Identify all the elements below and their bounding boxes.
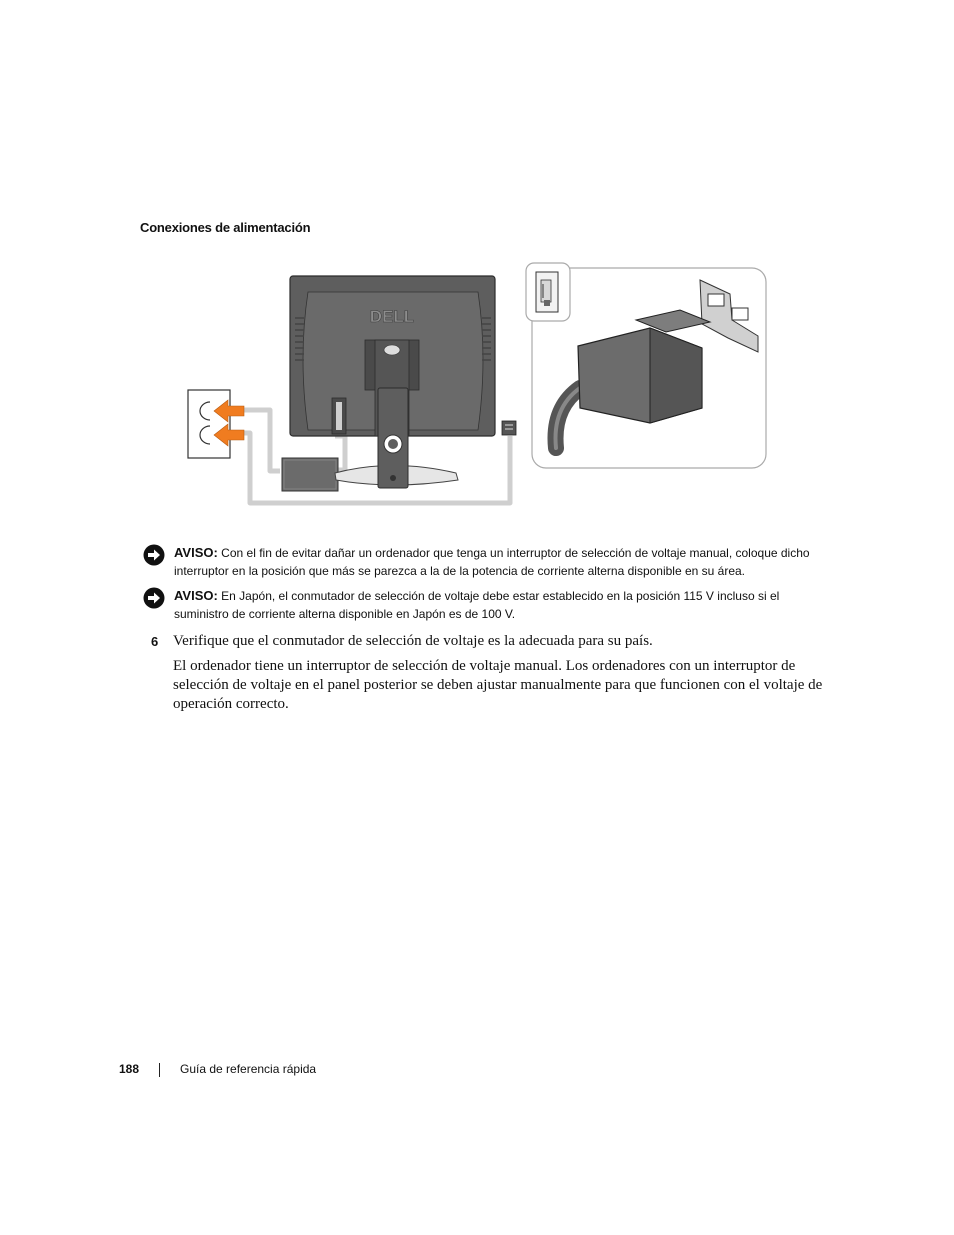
notice-voltage-switch [143,544,823,580]
footer-title: Guía de referencia rápida [180,1062,317,1076]
notice-arrow-icon [143,544,165,566]
body-paragraph: El ordenador tiene un interruptor de selección de voltaje manual. Los ordenadores con un interruptor de selección de voltaje en el panel posterior se deben ajustar manualmente para que funcionen con el voltaje de operación correcto. [173,658,823,712]
wall-outlet [188,390,230,458]
footer-divider [159,1063,160,1077]
power-connection-figure [180,258,780,514]
dell-logo: DELL [369,307,415,326]
notice-arrow-icon [143,587,165,609]
notice-label: AVISO: [174,588,218,603]
notice-japan-voltage [143,587,823,623]
notice-text: Con el fin de evitar dañar un ordenador que tenga un interruptor de selección de voltaje manual, coloque dicho interruptor en la posición que más se parezca a la de la potencia de corriente alterna disponible en su área. [174,546,810,578]
notice-label: AVISO: [174,545,218,560]
step-number: 6 [151,634,159,649]
section-heading: Conexiones de alimentación [140,220,311,235]
step-6 [151,632,831,651]
power-adapter [282,458,338,491]
page-number: 188 [119,1062,140,1076]
step-text: Verifique que el conmutador de selección de voltaje es la adecuada para su país. [173,633,653,649]
voltage-switch-icon [536,272,558,312]
notice-text: En Japón, el conmutador de selección de voltaje debe estar establecido en la posición 115 V incluso si el suministro de corriente alterna disponible en Japón es de 100 V. [174,589,780,621]
cable-connector [502,421,516,435]
